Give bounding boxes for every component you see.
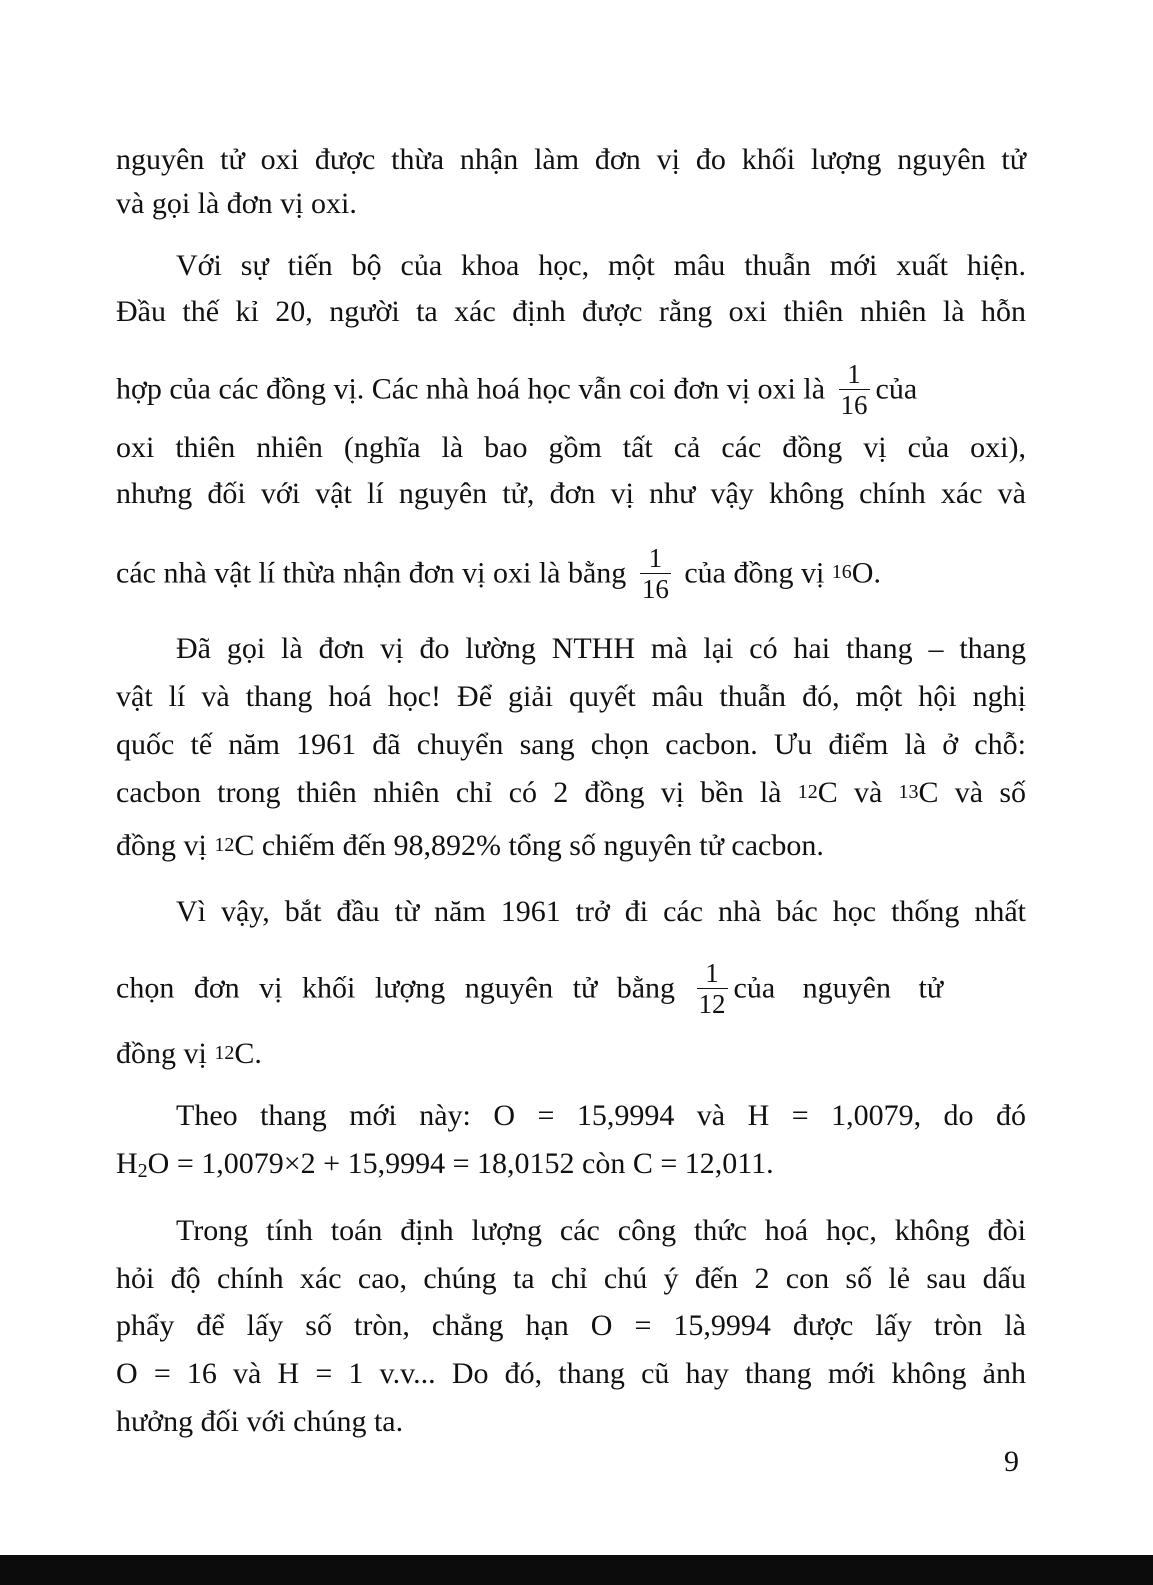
text-line: Theo thang mới này: O = 15,9994 và H = 1,0079, do đó — [176, 1099, 1026, 1132]
text-span: O. — [851, 556, 881, 590]
fraction-denominator: 16 — [840, 390, 868, 420]
text-span: C. — [234, 1037, 262, 1070]
isotope-superscript: 12 — [797, 781, 818, 803]
text-line-with-superscript — [116, 1037, 1026, 1071]
text-span: O = 1,0079×2 + 15,9994 = 18,0152 còn C = 12,011. — [147, 1147, 774, 1180]
isotope-superscript: 16 — [831, 561, 852, 584]
text-span: hợp của các đồng vị. Các nhà hoá học vẫn coi đơn vị oxi là — [116, 372, 826, 406]
text-span: của nguyên tử — [733, 971, 944, 1005]
text-line: và gọi là đơn vị oxi. — [116, 187, 357, 220]
text-line: quốc tế năm 1961 đã chuyển sang chọn cacbon. Ưu điểm là ở chỗ: — [116, 728, 1026, 761]
text-line: Đã gọi là đơn vị đo lường NTHH mà lại có hai thang – thang — [176, 632, 1026, 665]
fraction — [839, 359, 870, 420]
text-line: O = 16 và H = 1 v.v... Do đó, thang cũ hay thang mới không ảnh — [116, 1357, 1026, 1390]
fraction-numerator: 1 — [839, 359, 870, 390]
scan-bottom-border — [0, 1555, 1153, 1585]
text-line: hỏi độ chính xác cao, chúng ta chỉ chú ý đến 2 con số lẻ sau dấu — [116, 1262, 1026, 1295]
isotope-term — [899, 776, 1026, 809]
fraction-denominator: 16 — [641, 574, 669, 604]
text-line: phẩy để lấy số tròn, chẳng hạn O = 15,9994 được lấy tròn là — [116, 1309, 1026, 1342]
isotope-superscript: 12 — [214, 1042, 235, 1064]
text-line: nhưng đối với vật lí nguyên tử, đơn vị như vậy không chính xác và — [116, 477, 1026, 510]
text-line: Với sự tiến bộ của khoa học, một mâu thuẫn mới xuất hiện. — [176, 249, 1026, 282]
text-line: Trong tính toán định lượng các công thức hoá học, không đòi — [176, 1214, 1026, 1247]
text-span: cacbon trong thiên nhiên chỉ có 2 đồng vị bền là — [116, 776, 782, 809]
text-span: các nhà vật lí thừa nhận đơn vị oxi là bằng — [116, 556, 627, 590]
fraction-numerator: 1 — [640, 543, 671, 574]
text-span: C và — [817, 776, 883, 809]
text-span: C chiếm đến 98,892% tổng số nguyên tử cacbon. — [234, 829, 824, 862]
page-number: 9 — [1004, 1445, 1019, 1478]
isotope-term — [798, 776, 883, 809]
formula-subscript: 2 — [137, 1160, 148, 1182]
text-span: C và số — [918, 776, 1026, 809]
text-line-with-subscript — [116, 1147, 1026, 1181]
text-line: oxi thiên nhiên (nghĩa là bao gồm tất cả các đồng vị của oxi), — [116, 431, 1026, 464]
text-span: của — [875, 372, 918, 406]
text-line: nguyên tử oxi được thừa nhận làm đơn vị đo khối lượng nguyên tử — [116, 143, 1026, 176]
text-line-with-superscript — [116, 829, 1026, 863]
text-span: của đồng vị — [684, 556, 825, 590]
text-line-with-fraction — [116, 545, 1026, 606]
isotope-superscript: 13 — [898, 781, 919, 803]
text-span: đồng vị — [116, 829, 207, 862]
text-line-with-superscripts — [116, 776, 1026, 810]
text-span: chọn đơn vị khối lượng nguyên tử bằng — [116, 971, 676, 1005]
text-line: hưởng đối với chúng ta. — [116, 1405, 404, 1438]
text-line: Vì vậy, bắt đầu từ năm 1961 trở đi các nhà bác học thống nhất — [176, 895, 1026, 928]
fraction — [640, 543, 671, 604]
text-span: đồng vị — [116, 1037, 207, 1070]
text-line: vật lí và thang hoá học! Để giải quyết mâu thuẫn đó, một hội nghị — [116, 680, 1026, 713]
text-line-with-fraction — [116, 960, 1026, 1021]
isotope-superscript: 12 — [214, 834, 235, 856]
fraction-numerator: 1 — [697, 958, 728, 989]
fraction-denominator: 12 — [698, 989, 726, 1019]
text-line: Đầu thế kỉ 20, người ta xác định được rằng oxi thiên nhiên là hỗn — [116, 295, 1026, 328]
text-span: H — [116, 1147, 138, 1180]
fraction — [697, 958, 728, 1019]
text-line-with-fraction — [116, 361, 1026, 422]
